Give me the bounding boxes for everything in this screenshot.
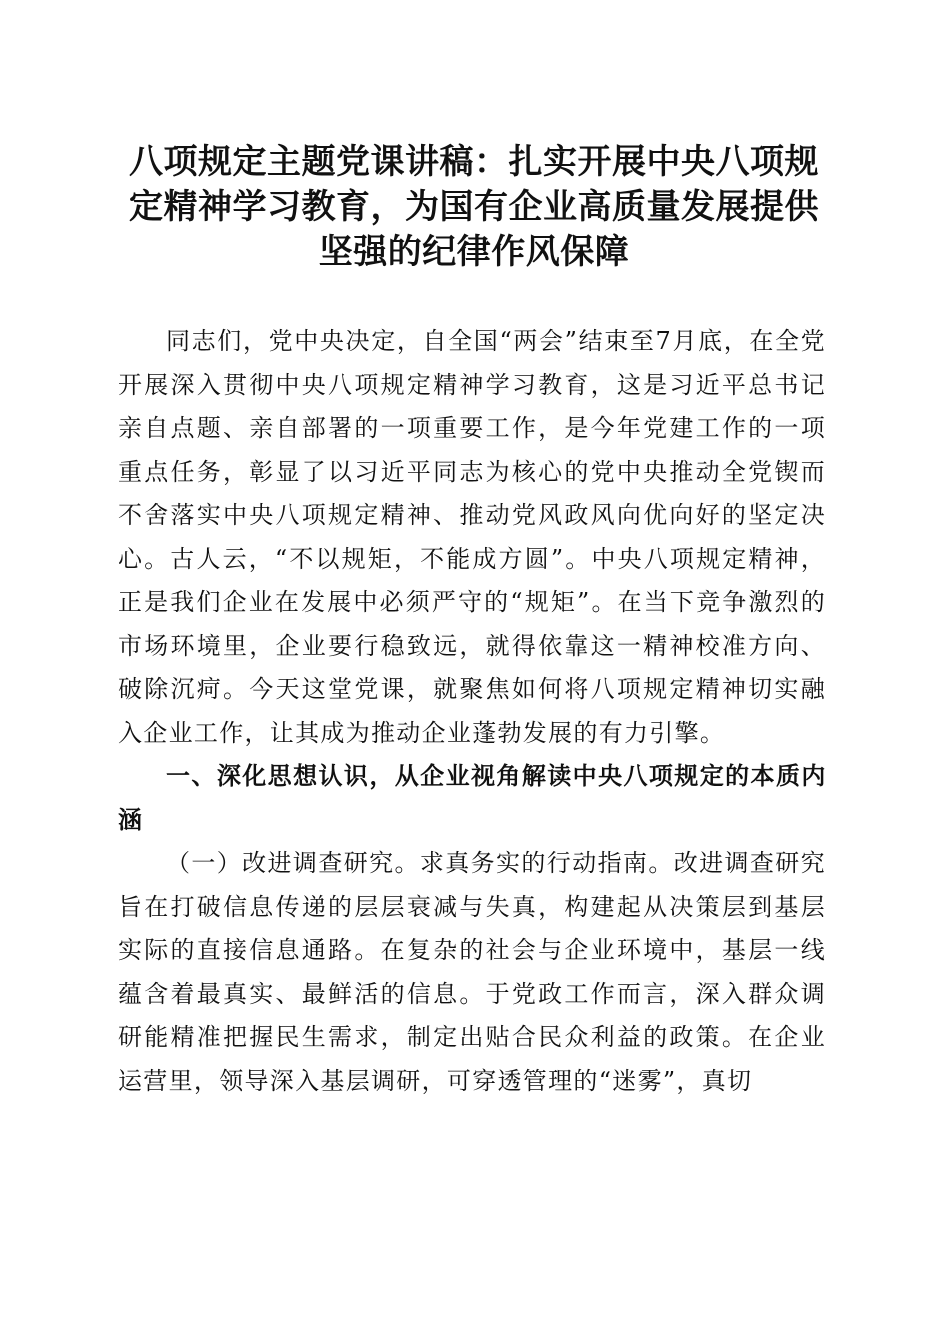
subsection-paragraph-1	[118, 842, 826, 1103]
section-heading-1: 一、深化思想认识，从企业视角解读中央八项规定的本质内涵	[118, 762, 826, 834]
subsection-label-1: （一）改进调查研究。	[166, 849, 420, 877]
document-body	[118, 320, 826, 1103]
intro-paragraph: 同志们，党中央决定，自全国“两会”结束至7月底，在全党开展深入贯彻中央八项规定精神学习教育，这是习近平总书记亲自点题、亲自部署的一项重要工作，是今年党建工作的一项重点任务，彰显了以习近平同志为核心的党中央推动全党锲而不舍落实中央八项规定精神、推动党风政风向优向好的坚定决心。古人云，“不以规矩，不能成方圆”。中央八项规定精神，正是我们企业在发展中必须严守的“规矩”。在当下竞争激烈的市场环境里，企业要行稳致远，就得依靠这一精神校准方向、破除沉疴。今天这堂党课，就聚焦如何将八项规定精神切实融入企业工作，让其成为推动企业蓬勃发展的有力引擎。	[118, 327, 826, 747]
subsection-text-1: 求真务实的行动指南。改进调查研究旨在打破信息传递的层层衰减与失真，构建起从决策层到基层实际的直接信息通路。在复杂的社会与企业环境中，基层一线蕴含着最真实、最鲜活的信息。于党政工作而言，深入群众调研能精准把握民生需求，制定出贴合民众利益的政策。在企业运营里，领导深入基层调研，可穿透管理的“迷雾”，真切	[118, 849, 826, 1095]
document-title: 八项规定主题党课讲稿：扎实开展中央八项规定精神学习教育，为国有企业高质量发展提供坚强的纪律作风保障	[129, 142, 819, 272]
